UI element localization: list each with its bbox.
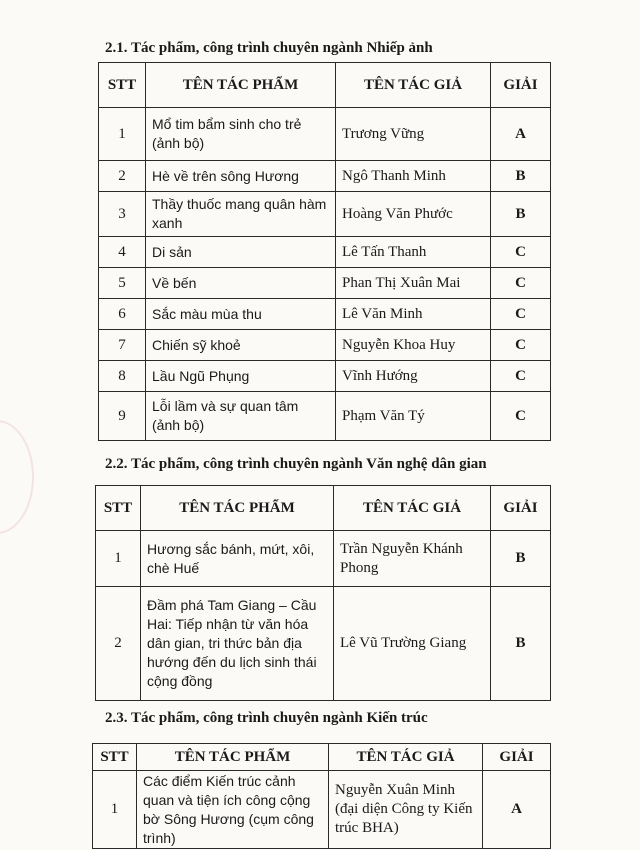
photography-awards-table bbox=[98, 62, 551, 441]
row-stt: 2 bbox=[96, 587, 141, 701]
row-prize: A bbox=[483, 771, 551, 849]
row-work-title: Hương sắc bánh, mứt, xôi, chè Huế bbox=[141, 531, 334, 587]
architecture-awards-table bbox=[92, 743, 551, 849]
row-work-title: Đầm phá Tam Giang – Cầu Hai: Tiếp nhận từ văn hóa dân gian, tri thức bản địa hướng đến du lịch sinh thái cộng đồng bbox=[141, 587, 334, 701]
row-prize: C bbox=[491, 392, 551, 441]
table-row bbox=[99, 361, 551, 392]
row-stt: 4 bbox=[99, 237, 146, 268]
row-author: Lê Tấn Thanh bbox=[336, 237, 491, 268]
header-stt: STT bbox=[99, 63, 146, 108]
row-work-title: Các điểm Kiến trúc cảnh quan và tiện ích công cộng bờ Sông Hương (cụm công trình) bbox=[137, 771, 329, 849]
row-stt: 1 bbox=[99, 108, 146, 161]
row-prize: B bbox=[491, 161, 551, 192]
row-work-title: Lỗi lầm và sự quan tâm (ảnh bộ) bbox=[146, 392, 336, 441]
header-prize: GIẢI bbox=[491, 63, 551, 108]
row-author: Trương Vững bbox=[336, 108, 491, 161]
row-prize: C bbox=[491, 361, 551, 392]
row-author: Nguyễn Khoa Huy bbox=[336, 330, 491, 361]
table-header-row bbox=[93, 744, 551, 771]
row-stt: 6 bbox=[99, 299, 146, 330]
row-prize: B bbox=[491, 192, 551, 237]
row-stt: 1 bbox=[96, 531, 141, 587]
row-author: Vĩnh Hướng bbox=[336, 361, 491, 392]
row-stt: 7 bbox=[99, 330, 146, 361]
header-stt: STT bbox=[96, 486, 141, 531]
table-row bbox=[96, 531, 551, 587]
header-author: TÊN TÁC GIẢ bbox=[329, 744, 483, 771]
row-author: Phạm Văn Tý bbox=[336, 392, 491, 441]
row-stt: 1 bbox=[93, 771, 137, 849]
table-row bbox=[99, 392, 551, 441]
row-author: Hoàng Văn Phước bbox=[336, 192, 491, 237]
row-author: Trần Nguyễn Khánh Phong bbox=[334, 531, 491, 587]
folk-arts-awards-table bbox=[95, 485, 551, 701]
section-title-folk-arts: 2.2. Tác phẩm, công trình chuyên ngành Văn nghệ dân gian bbox=[105, 456, 487, 472]
row-author: Lê Vũ Trường Giang bbox=[334, 587, 491, 701]
section-title-photography: 2.1. Tác phẩm, công trình chuyên ngành Nhiếp ảnh bbox=[105, 40, 433, 56]
table-row bbox=[99, 108, 551, 161]
table-header-row bbox=[99, 63, 551, 108]
row-stt: 8 bbox=[99, 361, 146, 392]
header-author: TÊN TÁC GIẢ bbox=[336, 63, 491, 108]
row-work-title: Về bến bbox=[146, 268, 336, 299]
row-prize: C bbox=[491, 237, 551, 268]
row-author: Ngô Thanh Minh bbox=[336, 161, 491, 192]
header-prize: GIẢI bbox=[491, 486, 551, 531]
row-prize: B bbox=[491, 531, 551, 587]
table-row bbox=[99, 192, 551, 237]
table-row bbox=[99, 268, 551, 299]
table-row bbox=[99, 330, 551, 361]
row-prize: B bbox=[491, 587, 551, 701]
row-work-title: Chiến sỹ khoẻ bbox=[146, 330, 336, 361]
row-work-title: Di sản bbox=[146, 237, 336, 268]
table-row bbox=[99, 299, 551, 330]
row-stt: 5 bbox=[99, 268, 146, 299]
row-work-title: Lầu Ngũ Phụng bbox=[146, 361, 336, 392]
table-row bbox=[93, 771, 551, 849]
header-author: TÊN TÁC GIẢ bbox=[334, 486, 491, 531]
header-stt: STT bbox=[93, 744, 137, 771]
table-row bbox=[96, 587, 551, 701]
row-author: Nguyễn Xuân Minh (đại diện Công ty Kiến trúc BHA) bbox=[329, 771, 483, 849]
header-prize: GIẢI bbox=[483, 744, 551, 771]
row-work-title: Sắc màu mùa thu bbox=[146, 299, 336, 330]
section-title-architecture: 2.3. Tác phẩm, công trình chuyên ngành Kiến trúc bbox=[105, 710, 428, 726]
row-author: Phan Thị Xuân Mai bbox=[336, 268, 491, 299]
header-work: TÊN TÁC PHẨM bbox=[146, 63, 336, 108]
table-header-row bbox=[96, 486, 551, 531]
header-work: TÊN TÁC PHẨM bbox=[141, 486, 334, 531]
row-prize: C bbox=[491, 330, 551, 361]
row-work-title: Thầy thuốc mang quân hàm xanh bbox=[146, 192, 336, 237]
row-stt: 9 bbox=[99, 392, 146, 441]
row-prize: C bbox=[491, 268, 551, 299]
stamp-mark bbox=[0, 420, 34, 534]
table-row bbox=[99, 237, 551, 268]
row-stt: 2 bbox=[99, 161, 146, 192]
table-row bbox=[99, 161, 551, 192]
row-author: Lê Văn Minh bbox=[336, 299, 491, 330]
header-work: TÊN TÁC PHẨM bbox=[137, 744, 329, 771]
row-prize: A bbox=[491, 108, 551, 161]
row-work-title: Mổ tim bẩm sinh cho trẻ (ảnh bộ) bbox=[146, 108, 336, 161]
row-stt: 3 bbox=[99, 192, 146, 237]
row-work-title: Hè về trên sông Hương bbox=[146, 161, 336, 192]
row-prize: C bbox=[491, 299, 551, 330]
